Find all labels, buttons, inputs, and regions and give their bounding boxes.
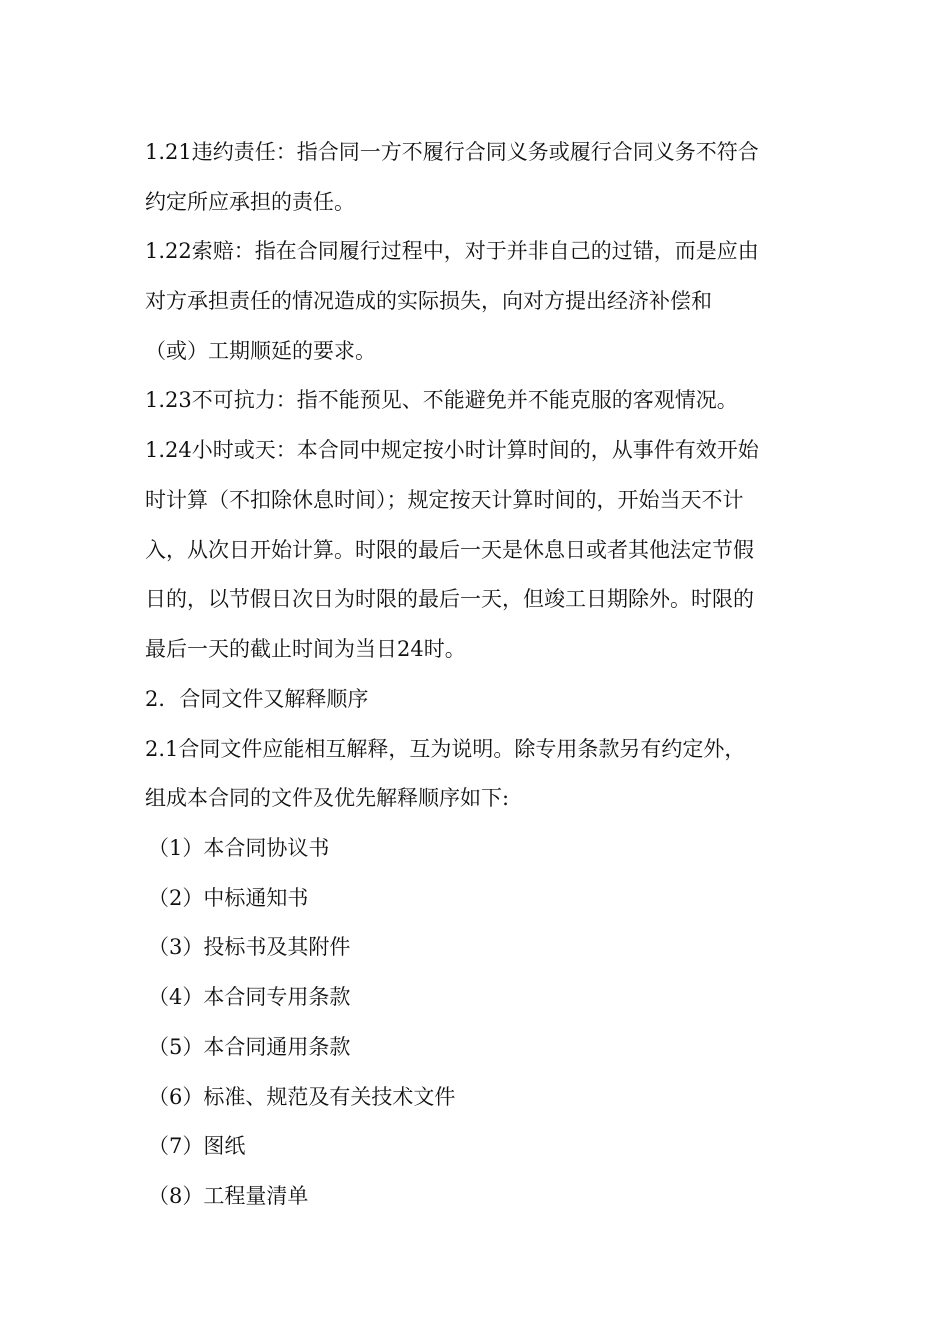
order-item-4: （4）本合同专用条款: [148, 985, 351, 1009]
clause-1-21-line-1: 1.21违约责任：指合同一方不履行合同义务或履行合同义务不符合: [145, 140, 759, 164]
clause-1-21-line-2: 约定所应承担的责任。: [145, 190, 355, 214]
order-item-6: （6）标准、规范及有关技术文件: [148, 1085, 456, 1109]
clause-2-1-line-1: 2.1合同文件应能相互解释，互为说明。除专用条款另有约定外，: [145, 737, 746, 761]
order-item-7: （7）图纸: [148, 1134, 246, 1158]
clause-1-22-line-2: 对方承担责任的情况造成的实际损失，向对方提出经济补偿和: [145, 289, 712, 313]
order-item-1: （1）本合同协议书: [148, 836, 330, 860]
clause-1-22-line-3: （或）工期顺延的要求。: [145, 339, 376, 363]
order-item-8: （8）工程量清单: [148, 1184, 309, 1208]
clause-1-23-line-1: 1.23不可抗力：指不能预见、不能避免并不能克服的客观情况。: [145, 388, 738, 412]
clause-1-24-line-1: 1.24小时或天：本合同中规定按小时计算时间的，从事件有效开始: [145, 438, 759, 462]
order-item-3: （3）投标书及其附件: [148, 935, 351, 959]
clause-1-22-line-1: 1.22索赔：指在合同履行过程中，对于并非自己的过错，而是应由: [145, 239, 759, 263]
order-item-2: （2）中标通知书: [148, 886, 309, 910]
clause-1-24-line-3: 入，从次日开始计算。时限的最后一天是休息日或者其他法定节假: [145, 538, 754, 562]
clause-2-1-line-2: 组成本合同的文件及优先解释顺序如下:: [145, 786, 510, 810]
clause-1-24-line-4: 日的，以节假日次日为时限的最后一天，但竣工日期除外。时限的: [145, 587, 754, 611]
clause-1-24-line-2: 时计算（不扣除休息时间）；规定按天计算时间的，开始当天不计: [145, 488, 744, 512]
section-2-heading: 2．合同文件又解释顺序: [145, 687, 369, 711]
order-item-5: （5）本合同通用条款: [148, 1035, 351, 1059]
clause-1-24-line-5: 最后一天的截止时间为当日24时。: [145, 637, 466, 661]
